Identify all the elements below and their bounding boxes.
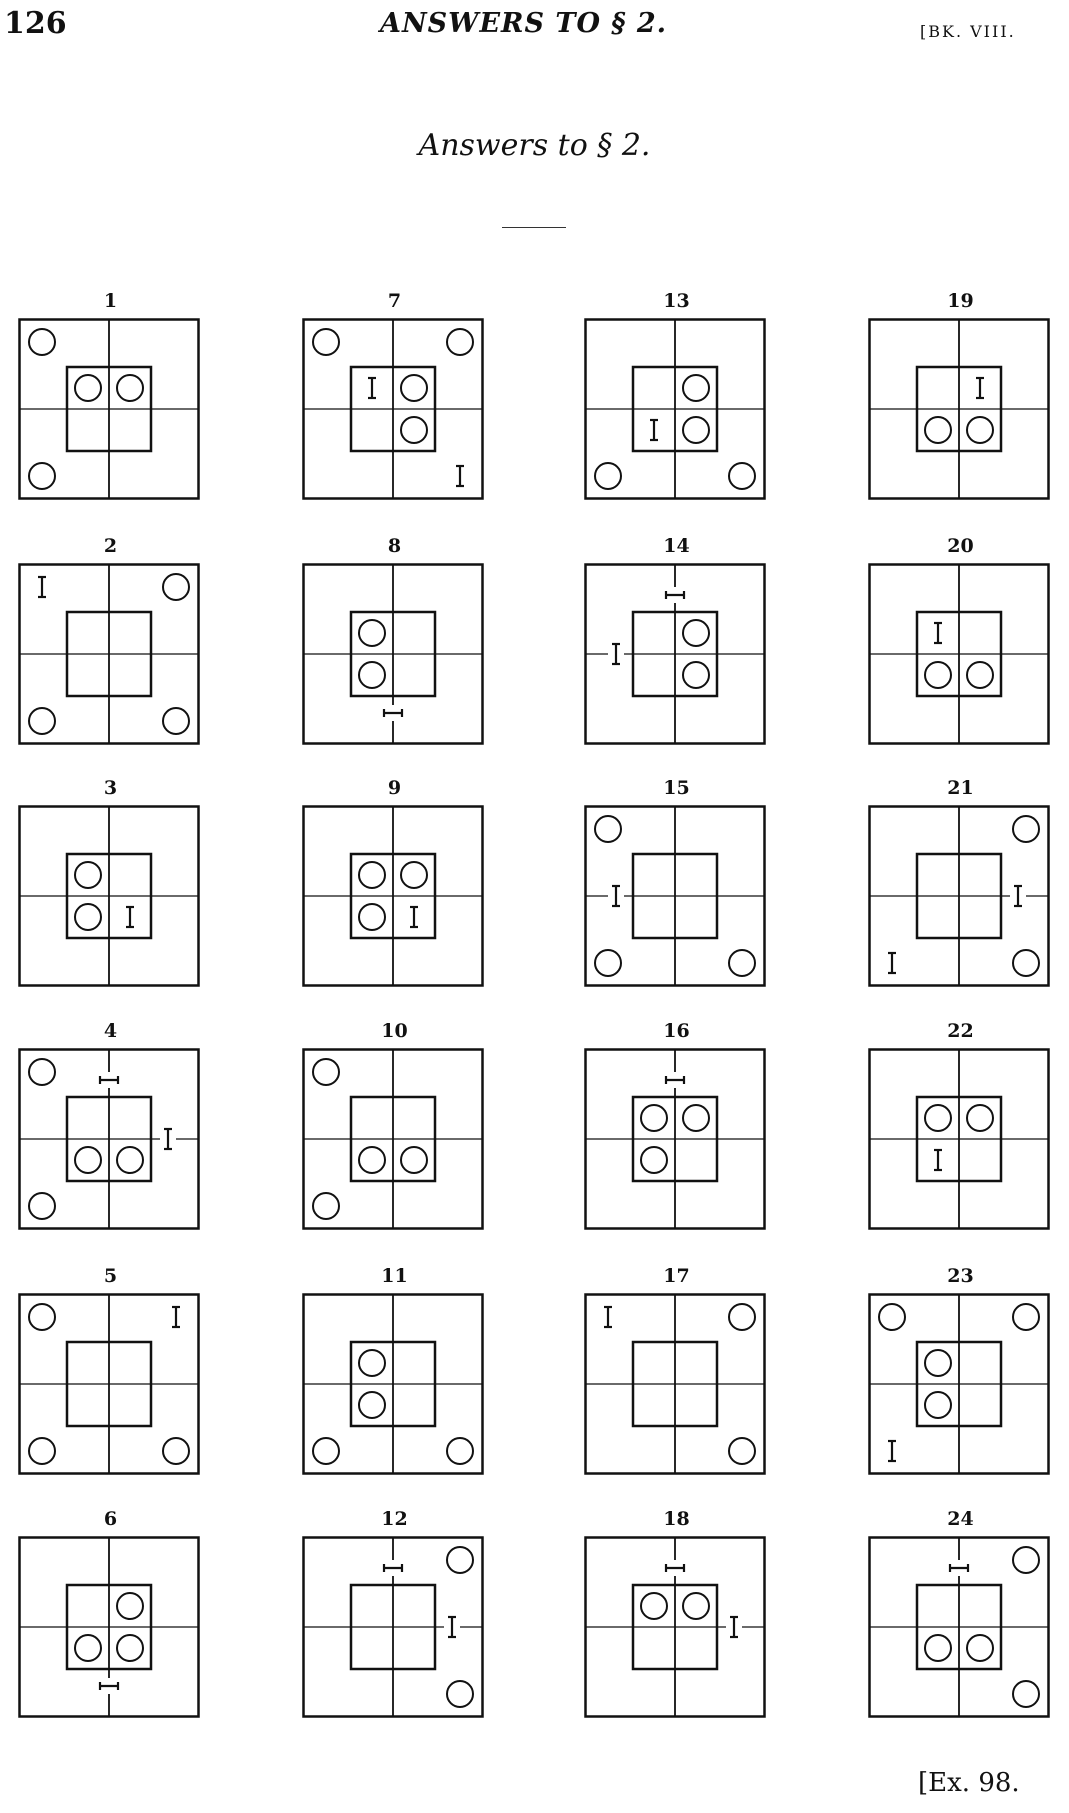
counter-circle xyxy=(729,1304,755,1330)
diagram-number: 1 xyxy=(103,290,118,312)
counter-circle xyxy=(683,1105,709,1131)
board xyxy=(868,563,1050,745)
board xyxy=(18,563,200,745)
diagram-number: 16 xyxy=(663,1020,690,1042)
counter-circle xyxy=(359,904,385,930)
diagram-19 xyxy=(868,290,1069,530)
diagram-4 xyxy=(18,1020,228,1260)
diagram-24 xyxy=(868,1508,1069,1748)
diagram-17 xyxy=(584,1265,794,1505)
counter-circle xyxy=(359,620,385,646)
book-reference: [BK. VIII. xyxy=(920,22,1016,41)
board xyxy=(584,318,766,500)
counter-circle xyxy=(29,1304,55,1330)
counter-circle xyxy=(683,1593,709,1619)
counter-circle xyxy=(401,417,427,443)
diagram-21 xyxy=(868,777,1069,1017)
counter-circle xyxy=(29,463,55,489)
counter-circle xyxy=(29,1059,55,1085)
counter-circle xyxy=(359,1350,385,1376)
diagram-15 xyxy=(584,777,794,1017)
counter-circle xyxy=(359,1392,385,1418)
diagram-13 xyxy=(584,290,794,530)
diagram-number: 24 xyxy=(947,1508,974,1530)
diagram-number: 2 xyxy=(103,535,118,557)
counter-circle xyxy=(925,1392,951,1418)
counter-circle xyxy=(1013,816,1039,842)
counter-circle xyxy=(313,329,339,355)
diagram-22 xyxy=(868,1020,1069,1260)
counter-circle xyxy=(359,1147,385,1173)
board xyxy=(302,563,484,745)
board xyxy=(302,1536,484,1718)
board xyxy=(868,1293,1050,1475)
counter-circle xyxy=(729,1438,755,1464)
board xyxy=(302,1293,484,1475)
counter-circle xyxy=(595,816,621,842)
diagram-3 xyxy=(18,777,228,1017)
board xyxy=(584,1536,766,1718)
counter-circle xyxy=(925,417,951,443)
counter-circle xyxy=(117,375,143,401)
counter-circle xyxy=(967,662,993,688)
counter-circle xyxy=(163,1438,189,1464)
diagram-14 xyxy=(584,535,794,775)
diagram-number: 6 xyxy=(103,1508,118,1530)
counter-circle xyxy=(879,1304,905,1330)
diagram-7 xyxy=(302,290,512,530)
diagram-12 xyxy=(302,1508,512,1748)
diagram-11 xyxy=(302,1265,512,1505)
diagram-16 xyxy=(584,1020,794,1260)
counter-circle xyxy=(401,375,427,401)
counter-circle xyxy=(447,1681,473,1707)
board xyxy=(868,805,1050,987)
counter-circle xyxy=(641,1593,667,1619)
counter-circle xyxy=(163,708,189,734)
board xyxy=(302,805,484,987)
counter-circle xyxy=(641,1147,667,1173)
board xyxy=(584,563,766,745)
counter-circle xyxy=(683,375,709,401)
counter-circle xyxy=(401,862,427,888)
diagram-number: 5 xyxy=(103,1265,118,1287)
counter-circle xyxy=(117,1635,143,1661)
diagram-number: 9 xyxy=(387,777,402,799)
counter-circle xyxy=(117,1593,143,1619)
counter-circle xyxy=(359,862,385,888)
counter-circle xyxy=(595,463,621,489)
diagram-6 xyxy=(18,1508,228,1748)
counter-circle xyxy=(401,1147,427,1173)
counter-circle xyxy=(75,862,101,888)
diagram-23 xyxy=(868,1265,1069,1505)
diagram-number: 22 xyxy=(947,1020,974,1042)
counter-circle xyxy=(117,1147,143,1173)
counter-circle xyxy=(925,1105,951,1131)
counter-circle xyxy=(447,329,473,355)
diagram-5 xyxy=(18,1265,228,1505)
counter-circle xyxy=(683,662,709,688)
board xyxy=(302,1048,484,1230)
diagram-9 xyxy=(302,777,512,1017)
counter-circle xyxy=(29,1193,55,1219)
counter-circle xyxy=(163,574,189,600)
counter-circle xyxy=(75,904,101,930)
counter-circle xyxy=(29,1438,55,1464)
page-number: 126 xyxy=(4,6,67,41)
counter-circle xyxy=(925,1350,951,1376)
counter-circle xyxy=(447,1547,473,1573)
board xyxy=(868,1048,1050,1230)
diagram-number: 12 xyxy=(381,1508,408,1530)
footer-reference: [Ex. 98. xyxy=(918,1768,1020,1798)
diagram-number: 14 xyxy=(663,535,690,557)
diagram-20 xyxy=(868,535,1069,775)
counter-circle xyxy=(967,1105,993,1131)
counter-circle xyxy=(75,375,101,401)
counter-circle xyxy=(359,662,385,688)
diagram-number: 11 xyxy=(381,1265,408,1287)
counter-circle xyxy=(683,417,709,443)
diagram-number: 21 xyxy=(947,777,974,799)
board xyxy=(18,1536,200,1718)
diagram-1 xyxy=(18,290,228,530)
diagram-number: 3 xyxy=(103,777,118,799)
counter-circle xyxy=(1013,950,1039,976)
counter-circle xyxy=(447,1438,473,1464)
board xyxy=(302,318,484,500)
counter-circle xyxy=(1013,1681,1039,1707)
counter-circle xyxy=(313,1438,339,1464)
counter-circle xyxy=(313,1059,339,1085)
board xyxy=(584,1293,766,1475)
section-title: Answers to § 2. xyxy=(418,128,651,163)
diagram-number: 15 xyxy=(663,777,690,799)
counter-circle xyxy=(925,662,951,688)
counter-circle xyxy=(925,1635,951,1661)
board xyxy=(584,805,766,987)
diagram-number: 7 xyxy=(387,290,402,312)
counter-circle xyxy=(595,950,621,976)
diagram-number: 18 xyxy=(663,1508,690,1530)
diagram-number: 19 xyxy=(947,290,974,312)
diagram-number: 4 xyxy=(103,1020,118,1042)
counter-circle xyxy=(729,463,755,489)
counter-circle xyxy=(29,708,55,734)
board xyxy=(868,1536,1050,1718)
diagram-number: 10 xyxy=(381,1020,408,1042)
board xyxy=(868,318,1050,500)
counter-circle xyxy=(683,620,709,646)
counter-circle xyxy=(313,1193,339,1219)
counter-circle xyxy=(29,329,55,355)
counter-circle xyxy=(1013,1304,1039,1330)
diagram-number: 13 xyxy=(663,290,690,312)
diagram-8 xyxy=(302,535,512,775)
counter-circle xyxy=(729,950,755,976)
diagram-number: 20 xyxy=(947,535,974,557)
board xyxy=(584,1048,766,1230)
diagram-number: 8 xyxy=(387,535,402,557)
diagram-2 xyxy=(18,535,228,775)
counter-circle xyxy=(75,1635,101,1661)
counter-circle xyxy=(967,417,993,443)
board xyxy=(18,318,200,500)
board xyxy=(18,805,200,987)
counter-circle xyxy=(967,1635,993,1661)
counter-circle xyxy=(75,1147,101,1173)
diagram-10 xyxy=(302,1020,512,1260)
counter-circle xyxy=(1013,1547,1039,1573)
diagram-number: 23 xyxy=(947,1265,974,1287)
running-head: ANSWERS TO § 2. xyxy=(380,8,668,39)
board xyxy=(18,1048,200,1230)
board xyxy=(18,1293,200,1475)
diagram-18 xyxy=(584,1508,794,1748)
diagram-number: 17 xyxy=(663,1265,690,1287)
counter-circle xyxy=(641,1105,667,1131)
